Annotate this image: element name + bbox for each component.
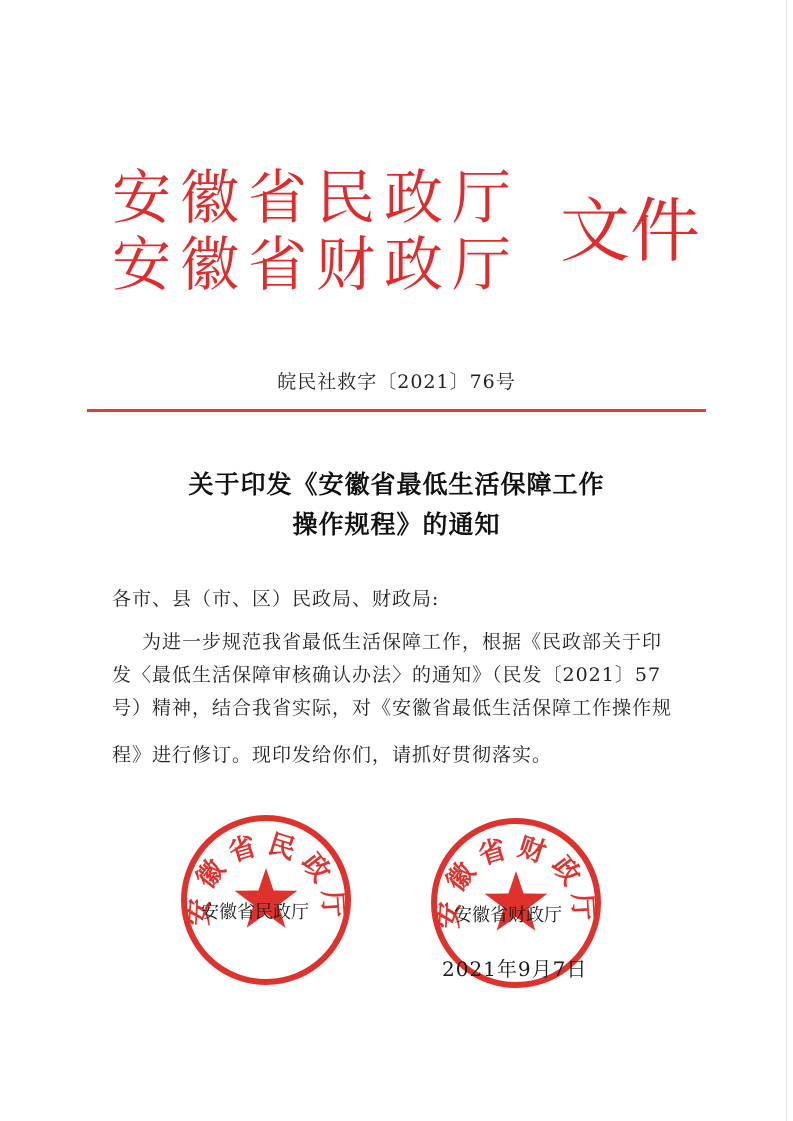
- header-document-suffix: 文件: [560, 190, 700, 272]
- red-divider: [87, 409, 706, 412]
- document-title-line-2: 操作规程》的通知: [292, 510, 501, 539]
- body-line-1: 为进一步规范我省最低生活保障工作，根据《民政部关于印: [142, 631, 663, 653]
- svg-text:安徽省民政厅: 安徽省民政厅: [183, 828, 349, 927]
- body-line-3: 号）精神，结合我省实际，对《安徽省最低生活保障工作操作规: [112, 697, 673, 719]
- scan-edge: [786, 0, 787, 1121]
- body-line-2: 发〈最低生活保障审核确认办法〉的通知》（民发〔2021〕57: [112, 664, 662, 686]
- header-issuer-finance: 安徽省财政厅: [112, 230, 521, 299]
- document-title-line-1: 关于印发《安徽省最低生活保障工作: [188, 470, 605, 499]
- issue-date: 2021年9月7日: [442, 957, 588, 981]
- header-issuer-civil-affairs: 安徽省民政厅: [112, 163, 521, 232]
- addressee: 各市、县（市、区）民政局、财政局:: [112, 588, 440, 610]
- signatory-civil-affairs: 安徽省民政厅: [201, 902, 309, 923]
- svg-text:安徽省财政厅: 安徽省财政厅: [433, 831, 599, 930]
- signatory-finance: 安徽省财政厅: [454, 905, 562, 926]
- body-line-4: 程》进行修订。现印发给你们，请抓好贯彻落实。: [112, 744, 553, 766]
- document-number: 皖民社救字〔2021〕76号: [277, 371, 516, 393]
